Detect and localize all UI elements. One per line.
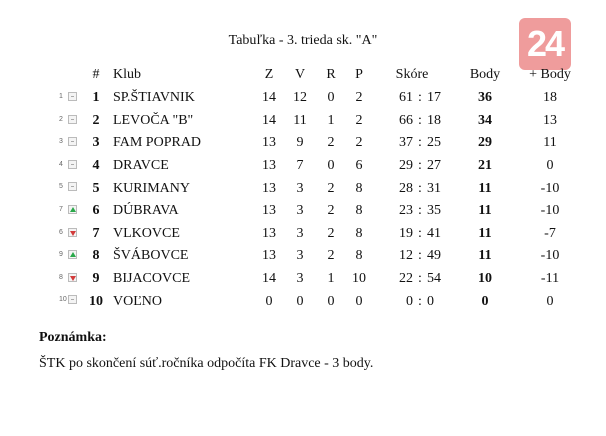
no-change-icon [68, 137, 77, 146]
score-separator: : [418, 248, 422, 264]
goals-for: 23 [399, 203, 413, 219]
note-heading: Poznámka: [39, 330, 107, 345]
draws: 2 [327, 203, 335, 219]
team-name: DÚBRAVA [113, 203, 179, 219]
goals-against: 35 [427, 203, 441, 219]
table-header-row [51, 63, 581, 87]
arrow-down-icon [68, 228, 77, 237]
played: 14 [262, 90, 276, 106]
wins: 3 [296, 225, 304, 241]
team-number: 8 [92, 248, 100, 264]
goals-against: 49 [427, 248, 441, 264]
table-row [51, 87, 581, 110]
losses: 6 [355, 158, 363, 174]
plus-points: 0 [546, 158, 554, 174]
position-cell [51, 200, 85, 223]
goals-against: 41 [427, 225, 441, 241]
team-name: SP.ŠTIAVNIK [113, 90, 195, 106]
draws: 0 [327, 293, 335, 309]
team-name: FAM POPRAD [113, 135, 202, 151]
table-row [51, 155, 581, 178]
plus-points: 0 [546, 293, 554, 309]
header-plus-points: + Body [529, 67, 571, 82]
draws: 1 [327, 112, 335, 128]
played: 13 [262, 180, 276, 196]
previous-rank: 5 [59, 183, 63, 191]
points: 0 [481, 293, 489, 309]
plus-points: -7 [544, 225, 556, 241]
losses: 8 [355, 248, 363, 264]
goals-for: 29 [399, 158, 413, 174]
goals-for: 66 [399, 112, 413, 128]
table-row [51, 290, 581, 313]
score-separator: : [418, 293, 422, 309]
previous-rank: 4 [59, 160, 63, 168]
goals-against: 17 [427, 90, 441, 106]
arrow-down-icon [68, 273, 77, 282]
position-cell [51, 177, 85, 200]
header-score: Skóre [395, 67, 429, 82]
team-name: ŠVÁBOVCE [113, 248, 189, 264]
score-separator: : [418, 112, 422, 128]
position-cell [51, 268, 85, 291]
goals-for: 61 [399, 90, 413, 106]
draws: 2 [327, 248, 335, 264]
team-name: LEVOČA "B" [113, 112, 194, 128]
header-played: Z [264, 67, 274, 82]
header-club: Klub [113, 67, 141, 82]
wins: 12 [293, 90, 307, 106]
played: 13 [262, 158, 276, 174]
score-separator: : [418, 135, 422, 151]
position-cell [51, 223, 85, 246]
no-change-icon [68, 92, 77, 101]
table-row [51, 223, 581, 246]
no-change-icon [68, 182, 77, 191]
previous-rank: 1 [59, 93, 63, 100]
losses: 10 [352, 271, 366, 287]
score-separator: : [418, 203, 422, 219]
wins: 11 [293, 112, 307, 128]
played: 13 [262, 225, 276, 241]
played: 14 [262, 112, 276, 128]
goals-for: 0 [406, 293, 413, 309]
draws: 2 [327, 180, 335, 196]
goals-against: 18 [427, 112, 441, 128]
losses: 2 [355, 90, 363, 106]
score-separator: : [418, 271, 422, 287]
position-cell [51, 155, 85, 178]
points: 11 [478, 203, 492, 219]
wins: 3 [296, 180, 304, 196]
header-position [51, 63, 85, 87]
losses: 8 [355, 225, 363, 241]
plus-points: 11 [543, 135, 557, 151]
team-number: 4 [92, 158, 100, 174]
position-cell [51, 245, 85, 268]
team-number: 10 [89, 293, 103, 309]
plus-points: 18 [543, 90, 557, 106]
header-losses: P [355, 67, 363, 82]
points: 34 [478, 112, 492, 128]
team-number: 3 [92, 135, 100, 151]
draws: 0 [327, 90, 335, 106]
arrow-up-icon [68, 250, 77, 259]
losses: 2 [355, 135, 363, 151]
no-change-icon [68, 115, 77, 124]
table-row [51, 110, 581, 133]
team-name: VLKOVCE [113, 225, 180, 241]
header-points: Body [469, 67, 501, 82]
draws: 2 [327, 135, 335, 151]
plus-points: -10 [540, 248, 560, 264]
previous-rank: 6 [59, 228, 63, 236]
goals-for: 37 [399, 135, 413, 151]
score-separator: : [418, 90, 422, 106]
plus-points: -10 [540, 180, 560, 196]
points: 21 [478, 158, 492, 174]
losses: 0 [355, 293, 363, 309]
team-name: BIJACOVCE [113, 271, 191, 287]
logo-24[interactable]: 24 [519, 18, 571, 70]
team-number: 2 [92, 112, 100, 128]
played: 0 [265, 293, 273, 309]
team-name: VOĽNO [113, 293, 162, 309]
previous-rank: 10 [59, 296, 67, 304]
goals-for: 28 [399, 180, 413, 196]
plus-points: -11 [540, 271, 560, 287]
plus-points: 13 [543, 112, 557, 128]
score-separator: : [418, 180, 422, 196]
team-number: 7 [92, 225, 100, 241]
goals-against: 31 [427, 180, 441, 196]
wins: 0 [296, 293, 304, 309]
score-separator: : [418, 225, 422, 241]
wins: 7 [296, 158, 304, 174]
goals-for: 19 [399, 225, 413, 241]
team-number: 1 [92, 90, 100, 106]
points: 11 [478, 180, 492, 196]
table-row [51, 132, 581, 155]
team-number: 5 [92, 180, 100, 196]
previous-rank: 9 [59, 251, 63, 259]
goals-against: 27 [427, 158, 441, 174]
previous-rank: 3 [59, 138, 63, 146]
table-row [51, 200, 581, 223]
position-cell [51, 290, 85, 313]
note-text: ŠTK po skončení súť.ročníka odpočíta FK Dravce - 3 body. [39, 356, 374, 371]
table-title: Tabuľka - 3. trieda sk. "A" [228, 33, 378, 48]
table-row [51, 177, 581, 200]
team-number: 9 [92, 271, 100, 287]
position-cell [51, 132, 85, 155]
losses: 8 [355, 203, 363, 219]
points: 11 [478, 225, 492, 241]
draws: 0 [327, 158, 335, 174]
arrow-up-icon [68, 205, 77, 214]
no-change-icon [68, 160, 77, 169]
team-number: 6 [92, 203, 100, 219]
goals-against: 25 [427, 135, 441, 151]
header-number: # [92, 67, 100, 82]
team-name: KURIMANY [113, 180, 190, 196]
draws: 2 [327, 225, 335, 241]
previous-rank: 8 [59, 273, 63, 281]
league-table [51, 63, 581, 313]
played: 13 [262, 203, 276, 219]
losses: 8 [355, 180, 363, 196]
played: 13 [262, 248, 276, 264]
played: 14 [262, 271, 276, 287]
played: 13 [262, 135, 276, 151]
goals-against: 54 [427, 271, 441, 287]
wins: 3 [296, 248, 304, 264]
goals-against: 0 [427, 293, 434, 309]
points: 10 [478, 271, 492, 287]
header-draws: R [326, 67, 336, 82]
points: 11 [478, 248, 492, 264]
losses: 2 [355, 112, 363, 128]
score-separator: : [418, 158, 422, 174]
wins: 3 [296, 271, 304, 287]
points: 29 [478, 135, 492, 151]
wins: 9 [296, 135, 304, 151]
goals-for: 12 [399, 248, 413, 264]
points: 36 [478, 90, 492, 106]
previous-rank: 2 [59, 115, 63, 123]
draws: 1 [327, 271, 335, 287]
position-cell [51, 110, 85, 133]
header-wins: V [294, 67, 306, 82]
previous-rank: 7 [59, 205, 63, 213]
position-cell [51, 87, 85, 110]
no-change-icon [68, 295, 77, 304]
table-row [51, 268, 581, 291]
wins: 3 [296, 203, 304, 219]
plus-points: -10 [540, 203, 560, 219]
team-name: DRAVCE [113, 158, 169, 174]
table-row [51, 245, 581, 268]
goals-for: 22 [399, 271, 413, 287]
